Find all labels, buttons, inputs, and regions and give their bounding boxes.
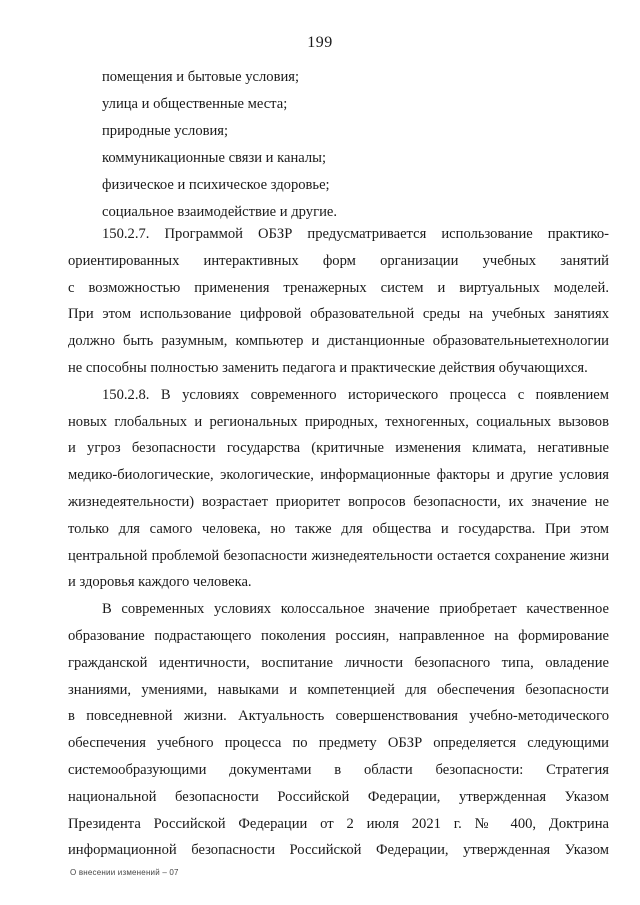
body-text xyxy=(68,221,609,864)
list-item: физическое и психическое здоровье; xyxy=(102,177,330,193)
text-line: Президента Российской Федерации от 2 июля 2021 г. № 400, Доктрина xyxy=(68,815,609,832)
text-line: новых глобальных и региональных природных, техногенных, социальных вызовов xyxy=(68,413,609,430)
text-line: национальной безопасности Российской Федерации, утвержденная Указом xyxy=(68,788,609,805)
list-item: улица и общественные места; xyxy=(102,96,288,112)
text-line: не способны полностью заменить педагога и практические действия обучающихся. xyxy=(68,359,588,376)
paragraph-modern-conditions xyxy=(68,596,609,864)
list-item: помещения и бытовые условия; xyxy=(102,69,300,85)
text-line: информационной безопасности Российской Федерации, утвержденная Указом xyxy=(68,842,609,859)
text-line: должно быть разумным, компьютер и дистанционные образовательныетехнологии xyxy=(68,333,609,350)
text-line: с возможностью применения тренажерных систем и виртуальных моделей. xyxy=(68,279,609,296)
conditions-list xyxy=(102,64,337,226)
text-line: ориентированных интерактивных форм организации учебных занятий xyxy=(68,252,609,269)
text-line: медико-биологические, экологические, информационные факторы и другие условия xyxy=(68,467,609,484)
paragraph-150-2-8 xyxy=(68,382,609,596)
text-line: В современных условиях колоссальное значение приобретает качественное xyxy=(102,601,609,618)
text-line: При этом использование цифровой образовательной среды на учебных занятиях xyxy=(68,306,609,323)
text-line: и угроз безопасности государства (критичные изменения климата, негативные xyxy=(68,440,609,457)
paragraph-150-2-7 xyxy=(68,221,609,382)
text-line: в повседневной жизни. Актуальность совершенствования учебно-методического xyxy=(68,708,609,725)
text-line: гражданской идентичности, воспитание личности безопасного типа, овладение xyxy=(68,654,609,671)
footer-note: О внесении изменений – 07 xyxy=(70,868,179,877)
list-item: природные условия; xyxy=(102,123,229,139)
text-line: жизнедеятельности) возрастает приоритет вопросов безопасности, их значение не xyxy=(68,493,609,510)
text-line: центральной проблемой безопасности жизнедеятельности остается сохранение жизни xyxy=(68,547,609,564)
text-line: знаниями, умениями, навыками и компетенцией для обеспечения безопасности xyxy=(68,681,609,698)
page-number: 199 xyxy=(307,34,333,51)
list-item: коммуникационные связи и каналы; xyxy=(102,150,327,166)
text-line: и здоровья каждого человека. xyxy=(68,574,252,591)
text-line: системообразующими документами в области безопасности: Стратегия xyxy=(68,761,609,778)
text-line: только для самого человека, но также для общества и государства. При этом xyxy=(68,520,609,537)
text-line: 150.2.8. В условиях современного исторического процесса с появлением xyxy=(102,386,609,403)
list-item: социальное взаимодействие и другие. xyxy=(102,204,338,220)
text-line: 150.2.7. Программой ОБЗР предусматривается использование практико- xyxy=(102,226,609,242)
text-line: обеспечения учебного процесса по предмету ОБЗР определяется следующими xyxy=(68,735,609,752)
text-line: образование подрастающего поколения россиян, направленное на формирование xyxy=(68,627,609,644)
